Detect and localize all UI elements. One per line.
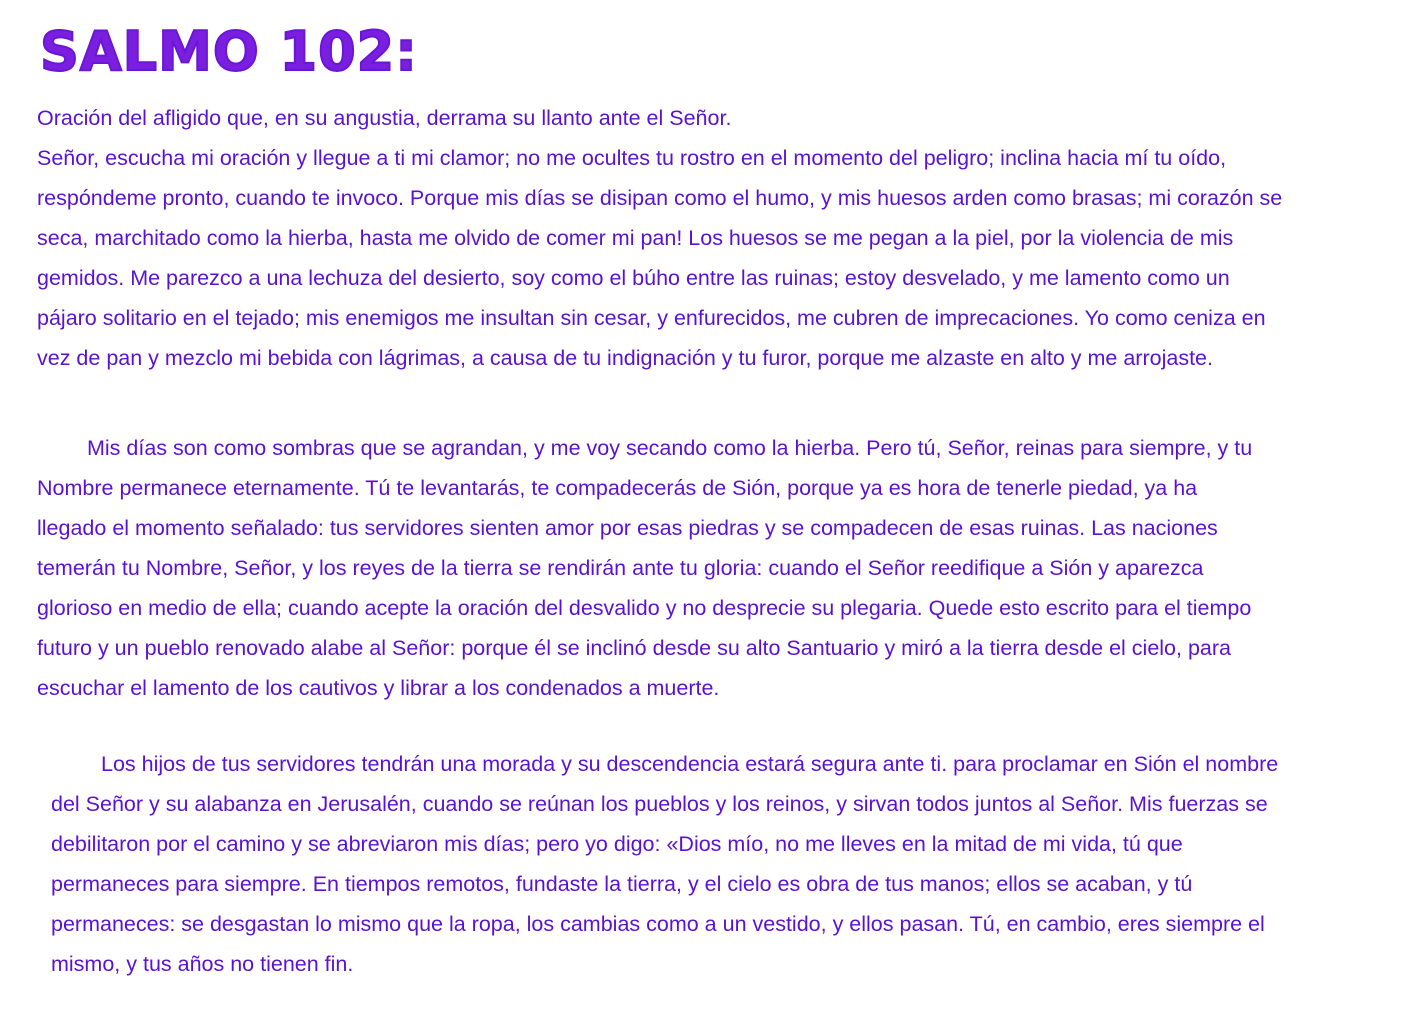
text-line: seca, marchitado como la hierba, hasta me olvido de comer mi pan! Los huesos se me pegan a la piel, por la violencia de mis [37, 226, 1234, 250]
paragraph-2 [37, 428, 1367, 708]
text-line: permaneces: se desgastan lo mismo que la ropa, los cambias como a un vestido, y ellos pasan. Tú, en cambio, eres siempre el [51, 912, 1265, 936]
text-line: glorioso en medio de ella; cuando acepte la oración del desvalido y no desprecie su plegaria. Quede esto escrito para el tiempo [37, 596, 1252, 620]
text-line: llegado el momento señalado: tus servidores sienten amor por esas piedras y se compadecen de esas ruinas. Las naciones [37, 516, 1218, 540]
text-line: gemidos. Me parezco a una lechuza del desierto, soy como el búho entre las ruinas; estoy desvelado, y me lamento como un [37, 266, 1230, 290]
text-line: del Señor y su alabanza en Jerusalén, cuando se reúnan los pueblos y los reinos, y sirvan todos juntos al Señor. Mis fuerzas se [51, 792, 1268, 816]
text-line: permaneces para siempre. En tiempos remotos, fundaste la tierra, y el cielo es obra de tus manos; ellos se acaban, y tú [51, 872, 1193, 896]
page-title: SALMO 102: [40, 20, 418, 83]
text-line: temerán tu Nombre, Señor, y los reyes de la tierra se rendirán ante tu gloria: cuando el Señor reedifique a Sión y aparezca [37, 556, 1204, 580]
text-line: Señor, escucha mi oración y llegue a ti mi clamor; no me ocultes tu rostro en el momento del peligro; inclina hacia mí tu oído, [37, 146, 1227, 170]
text-line: debilitaron por el camino y se abreviaron mis días; pero yo digo: «Dios mío, no me lleves en la mitad de mi vida, tú que [51, 832, 1183, 856]
text-line: pájaro solitario en el tejado; mis enemigos me insultan sin cesar, y enfurecidos, me cubren de imprecaciones. Yo como ceniza en [37, 306, 1266, 330]
text-line: mismo, y tus años no tienen fin. [51, 952, 354, 976]
text-line: vez de pan y mezclo mi bebida con lágrimas, a causa de tu indignación y tu furor, porque me alzaste en alto y me arrojaste. [37, 346, 1213, 370]
text-line: Los hijos de tus servidores tendrán una morada y su descendencia estará segura ante ti. para proclamar en Sión el nombre [101, 752, 1279, 776]
text-line: escuchar el lamento de los cautivos y librar a los condenados a muerte. [37, 676, 720, 700]
text-line: Mis días son como sombras que se agrandan, y me voy secando como la hierba. Pero tú, Señor, reinas para siempre, y tu [87, 436, 1253, 460]
paragraph-1 [37, 98, 1367, 378]
text-line: futuro y un pueblo renovado alabe al Señor: porque él se inclinó desde su alto Santuario y miró a la tierra desde el cielo, para [37, 636, 1231, 660]
text-line: Nombre permanece eternamente. Tú te levantarás, te compadecerás de Sión, porque ya es hora de tenerle piedad, ya ha [37, 476, 1198, 500]
text-line: Oración del afligido que, en su angustia, derrama su llanto ante el Señor. [37, 106, 732, 130]
text-line: respóndeme pronto, cuando te invoco. Porque mis días se disipan como el humo, y mis huesos arden como brasas; mi corazón se [37, 186, 1283, 210]
paragraph-3 [51, 744, 1381, 984]
